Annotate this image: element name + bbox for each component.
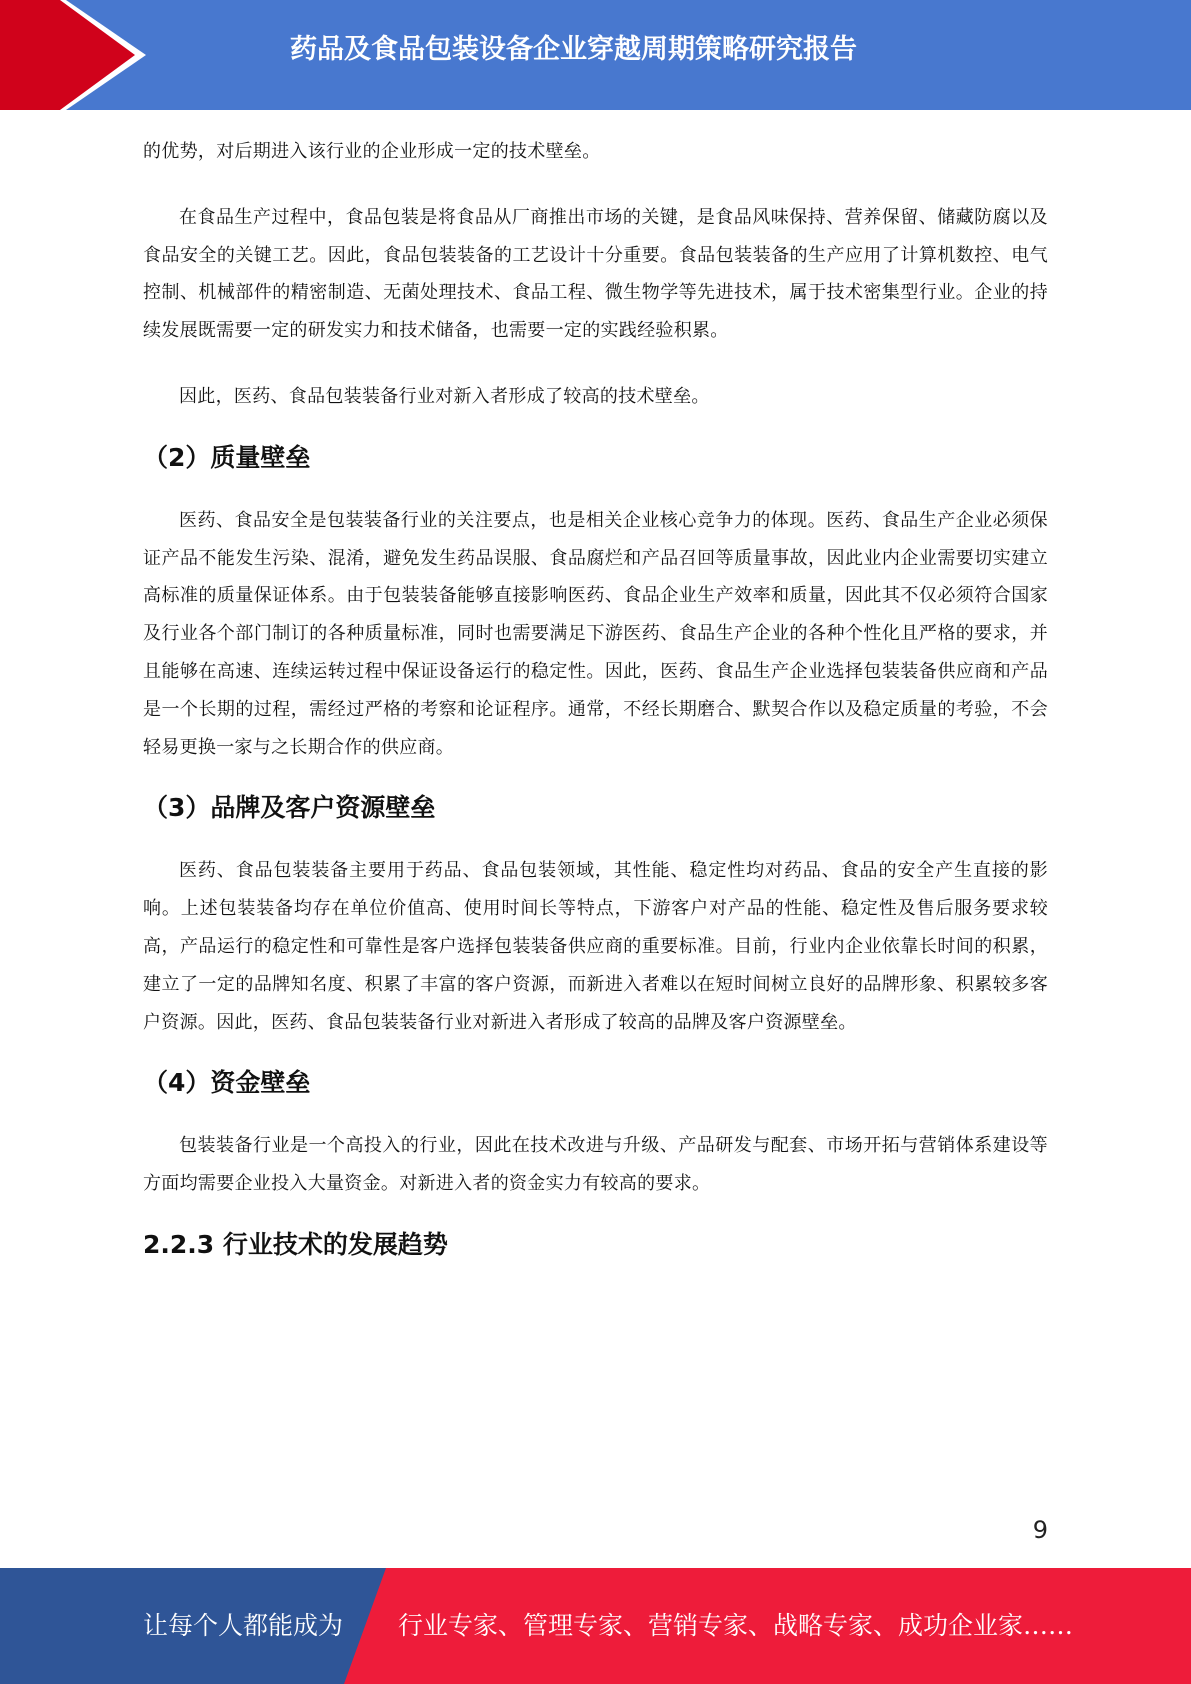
paragraph-6: 包装装备行业是一个高投入的行业，因此在技术改进与升级、产品研发与配套、市场开拓与营销体系建设等方面均需要企业投入大量资金。对新进入者的资金实力有较高的要求。 (143, 1135, 1048, 1195)
footer-slogan-right: 行业专家、管理专家、营销专家、战略专家、成功企业家…… (398, 1611, 1074, 1640)
paragraph-3: 因此，医药、食品包装装备行业对新入者形成了较高的技术壁垒。 (179, 385, 710, 407)
heading-quality-barrier: （2）质量壁垒 (143, 442, 311, 472)
paragraph-4: 医药、食品安全是包装装备行业的关注要点，也是相关企业核心竞争力的体现。医药、食品生产企业必须保证产品不能发生污染、混淆，避免发生药品误服、食品腐烂和产品召回等质量事故，因此业内企业需要切实建立高标准的质量保证体系。由于包装装备能够直接影响医药、食品企业生产效率和质量，因此其不仅必须符合国家及行业各个部门制订的各种质量标准，同时也需要满足下游医药、食品生产企业的各种个性化且严格的要求，并且能够在高速、连续运转过程中保证设备运行的稳定性。因此，医药、食品生产企业选择包装装备供应商和产品是一个长期的过程，需经过严格的考察和论证程序。通常，不经长期磨合、默契合作以及稳定质量的考验，不会轻易更换一家与之长期合作的供应商。 (143, 509, 1048, 758)
report-title: 药品及食品包装设备企业穿越周期策略研究报告 (290, 34, 857, 65)
page-footer (0, 1568, 1191, 1684)
heading-section-2-2-3: 2.2.3 行业技术的发展趋势 (143, 1229, 448, 1259)
header-arrow-logo (0, 0, 160, 110)
paragraph-2: 在食品生产过程中，食品包装是将食品从厂商推出市场的关键，是食品风味保持、营养保留、储藏防腐以及食品安全的关键工艺。因此，食品包装装备的工艺设计十分重要。食品包装装备的生产应用了计算机数控、电气控制、机械部件的精密制造、无菌处理技术、食品工程、微生物学等先进技术，属于技术密集型行业。企业的持续发展既需要一定的研发实力和技术储备，也需要一定的实践经验积累。 (143, 206, 1048, 342)
page-header (0, 0, 1191, 110)
page-body (143, 133, 1048, 1265)
footer-slogan-left: 让每个人都能成为 (143, 1611, 344, 1640)
page-number: 9 (1032, 1516, 1048, 1544)
paragraph-1: 的优势，对后期进入该行业的企业形成一定的技术壁垒。 (143, 141, 601, 162)
heading-brand-barrier: （3）品牌及客户资源壁垒 (143, 793, 436, 823)
paragraph-5: 医药、食品包装装备主要用于药品、食品包装领域，其性能、稳定性均对药品、食品的安全产生直接的影响。上述包装装备均存在单位价值高、使用时间长等特点，下游客户对产品的性能、稳定性及售后服务要求较高，产品运行的稳定性和可靠性是客户选择包装装备供应商的重要标准。目前，行业内企业依靠长时间的积累，建立了一定的品牌知名度、积累了丰富的客户资源，而新进入者难以在短时间树立良好的品牌形象、积累较多客户资源。因此，医药、食品包装装备行业对新进入者形成了较高的品牌及客户资源壁垒。 (143, 860, 1048, 1033)
heading-capital-barrier: （4）资金壁垒 (143, 1068, 311, 1098)
